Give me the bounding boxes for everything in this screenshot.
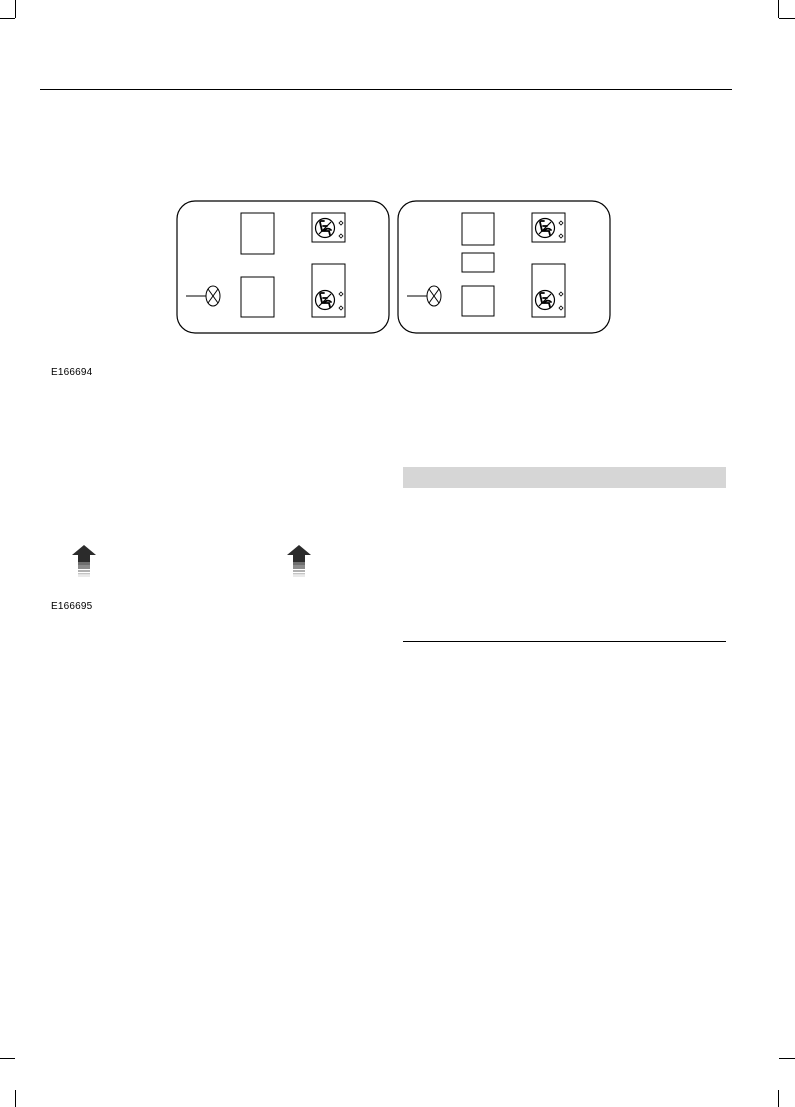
figure-code-seating: E166694	[51, 367, 93, 378]
crop-mark-bottom-left-h	[0, 1058, 15, 1059]
crop-mark-bottom-left-v	[15, 1090, 16, 1107]
crop-mark-bottom-right-h	[779, 1058, 795, 1059]
crop-mark-bottom-right-v	[778, 1090, 779, 1107]
figure-code-arrows: E166695	[51, 601, 93, 612]
section-bottom-rule	[403, 641, 726, 642]
up-arrow-icon	[287, 545, 311, 577]
up-arrow-icon	[72, 545, 96, 577]
section-header-band	[403, 467, 726, 488]
